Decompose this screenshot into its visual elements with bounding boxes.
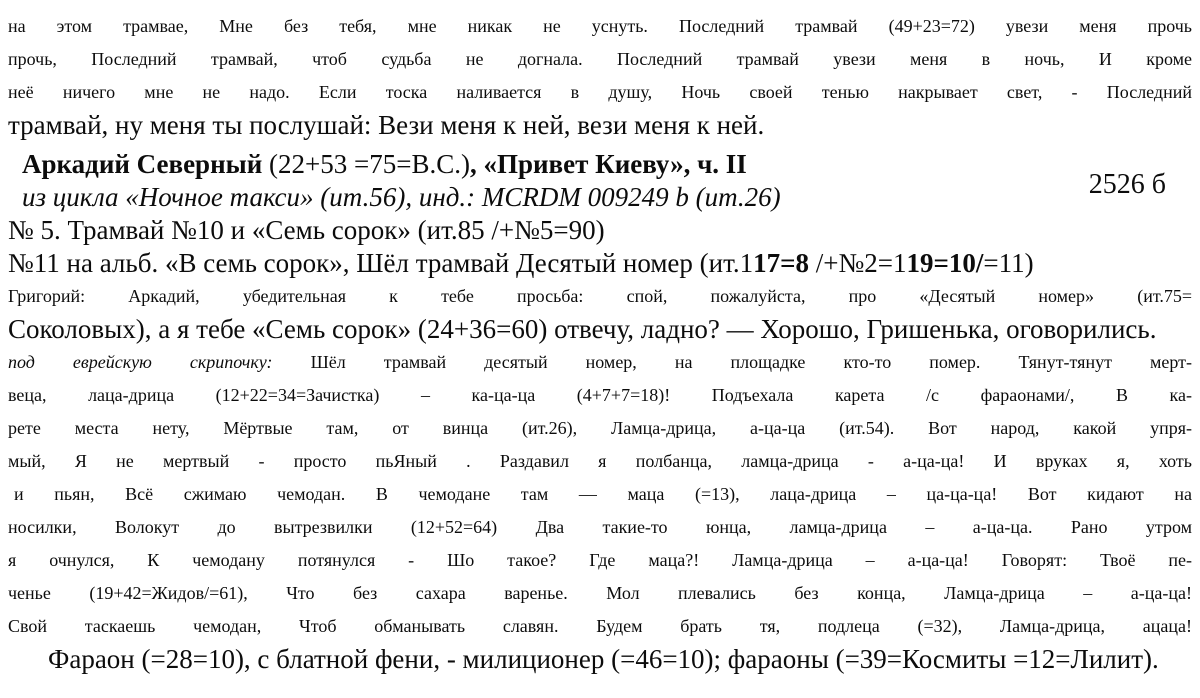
text-line bbox=[8, 247, 1192, 280]
text-line bbox=[8, 346, 1192, 379]
text-segment: 19=10/ bbox=[906, 248, 984, 278]
text-line bbox=[8, 412, 1192, 445]
text-line bbox=[8, 313, 1192, 346]
song-text-main bbox=[8, 346, 1192, 643]
text-line bbox=[8, 544, 1192, 577]
text-segment: ченье (19+42=Жидов/=61), Что без сахара варенье. Мол плевались без конца, Ламца-дрица – а-ца-ца! bbox=[8, 583, 1192, 603]
text-line bbox=[8, 148, 1192, 181]
text-line bbox=[8, 280, 1192, 313]
text-line bbox=[8, 181, 1192, 214]
text-line bbox=[8, 610, 1192, 643]
text-line-content bbox=[8, 314, 1156, 344]
text-line-content bbox=[8, 550, 1192, 577]
text-segment: (22+53 =75=В.С.) bbox=[262, 149, 470, 179]
dialogue-note bbox=[8, 280, 1192, 346]
text-segment: веца, лаца-дрица (12+22=34=Зачистка) – ка-ца-ца (4+7+7=18)! Подъехала карета /с фараонами/, В ка- bbox=[8, 385, 1192, 405]
text-line bbox=[8, 379, 1192, 412]
text-segment: Фараон (=28=10), с блатной фени, - милиционер (=46=10); фараоны (=39=Космиты =12=Лилит). bbox=[48, 644, 1159, 674]
text-line-content bbox=[22, 149, 747, 179]
text-line-content bbox=[8, 517, 1192, 544]
text-line bbox=[8, 478, 1192, 511]
text-segment: неё ничего мне не надо. Если тоска наливается в душу, Ночь своей тенью накрывает свет, - Последний bbox=[8, 82, 1192, 102]
text-line bbox=[8, 643, 1192, 676]
text-line bbox=[8, 10, 1192, 43]
text-segment: я очнулся, К чемодану потянулся - Шо такое? Где маца?! Ламца-дрица – а-ца-ца! Говорят: Твоё пе- bbox=[8, 550, 1192, 570]
text-line-content bbox=[8, 49, 1192, 76]
text-segment: из цикла «Ночное такси» (ит.56), инд.: MCRDM 009249 b (ит.26) bbox=[22, 182, 781, 212]
text-segment: Свой таскаешь чемодан, Чтоб обманывать славян. Будем брать тя, подлеца (=32), Ламца-дрица, ацаца! bbox=[8, 616, 1192, 636]
text-segment: Григорий: Аркадий, убедительная к тебе просьба: спой, пожалуйста, про «Десятый номер» (ит.75= bbox=[8, 286, 1192, 306]
song-text-continuation bbox=[8, 10, 1192, 142]
text-segment: на этом трамвае, Мне без тебя, мне никак не уснуть. Последний трамвай (49+23=72) увези меня прочь bbox=[8, 16, 1192, 36]
text-segment: , «Привет Киеву», ч. II bbox=[469, 149, 747, 179]
text-line-content bbox=[8, 16, 1192, 43]
text-line-content bbox=[8, 616, 1192, 643]
text-line bbox=[8, 43, 1192, 76]
text-line-content bbox=[8, 248, 1034, 278]
text-line-content bbox=[8, 215, 605, 245]
text-segment: прочь, Последний трамвай, чтоб судьба не догнала. Последний трамвай увези меня в ночь, И кроме bbox=[8, 49, 1192, 69]
text-line-content bbox=[8, 451, 1192, 478]
footnote-line bbox=[8, 643, 1192, 676]
text-segment: =11) bbox=[983, 248, 1034, 278]
text-segment: и пьян, Всё сжимаю чемодан. В чемодане там — маца (=13), лаца-дрица – ца-ца-ца! Вот кидают на bbox=[14, 484, 1192, 504]
text-line-content bbox=[8, 82, 1192, 109]
text-line-content bbox=[8, 418, 1192, 445]
text-segment: носилки, Волокут до вытрезвилки (12+52=64) Два такие-то юнца, ламца-дрица – а-ца-ца. Рано утром bbox=[8, 517, 1192, 537]
text-line bbox=[8, 76, 1192, 109]
document-body bbox=[8, 10, 1192, 676]
text-line bbox=[8, 445, 1192, 478]
text-segment: 17=8 bbox=[753, 248, 810, 278]
text-segment: рете места нету, Мёртвые там, от винца (ит.26), Ламца-дрица, а-ца-ца (ит.54). Вот народ, какой упря- bbox=[8, 418, 1192, 438]
text-segment: мый, Я не мертвый - просто пьЯный . Раздавил я полбанца, ламца-дрица - а-ца-ца! И вруках я, хоть bbox=[8, 451, 1192, 471]
entry-header bbox=[8, 148, 1192, 280]
text-line-content bbox=[8, 385, 1192, 412]
text-segment: № 5. Трамвай №10 и «Семь сорок» (ит.85 /+№5=90) bbox=[8, 215, 605, 245]
text-line bbox=[8, 109, 1192, 142]
text-line-content bbox=[8, 286, 1192, 313]
text-segment: Соколовых), а я тебе «Семь сорок» (24+36=60) отвечу, ладно? — Хорошо, Гришенька, оговорились. bbox=[8, 314, 1157, 344]
text-line bbox=[8, 511, 1192, 544]
text-segment: Аркадий Северный bbox=[22, 149, 263, 179]
text-line-content bbox=[8, 110, 764, 140]
text-line bbox=[8, 214, 1192, 247]
text-segment: /+№2=1 bbox=[809, 248, 907, 278]
text-line-content bbox=[14, 484, 1192, 511]
text-segment: Шёл трамвай десятый номер, на площадке кто-то помер. Тянут-тянут мерт- bbox=[310, 352, 1192, 372]
text-line bbox=[8, 577, 1192, 610]
text-line-content bbox=[48, 644, 1159, 674]
text-segment: №11 на альб. «В семь сорок», Шёл трамвай Десятый номер (ит.1 bbox=[8, 248, 754, 278]
text-line-content bbox=[22, 182, 781, 212]
text-line-content bbox=[8, 583, 1192, 610]
text-line-content bbox=[8, 352, 1192, 379]
text-segment: под еврейскую скрипочку: bbox=[8, 352, 311, 372]
text-segment: трамвай, ну меня ты послушай: Вези меня к ней, вези меня к ней. bbox=[8, 110, 765, 140]
page-code: 2526 б bbox=[1088, 169, 1166, 200]
